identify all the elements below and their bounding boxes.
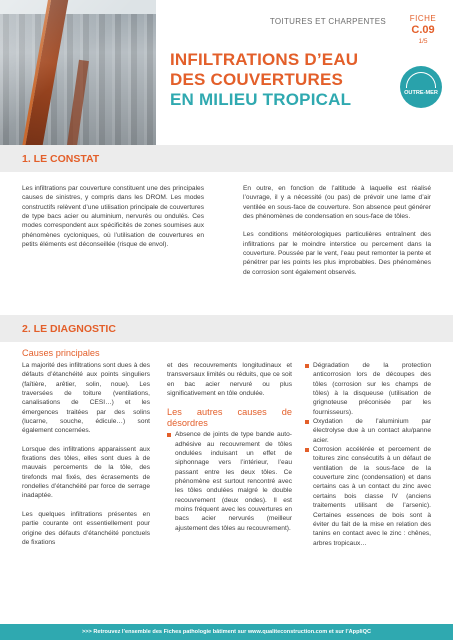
section-title-constat: 1. LE CONSTAT: [22, 153, 100, 165]
badge-text: OUTRE-MER: [404, 90, 438, 96]
title-line-2: DES COUVERTURES: [170, 70, 344, 89]
diagnostic-paragraph: et des recouvrements longitudinaux et transversaux limités ou réduits, que ce soit en bac acier nervuré ou plus significativement en tôle ondulée.: [167, 362, 292, 398]
constat-column-1: [22, 184, 204, 258]
diagnostic-column-2: [167, 361, 292, 533]
section-header-diagnostic: [0, 315, 453, 342]
header-photo-roof: [0, 0, 156, 150]
bullet-list: [167, 430, 292, 533]
constat-paragraph: Les infiltrations par couverture constituent une des principales causes de sinistres, y compris dans les DROM. Les modes constructifs relèvent d’une utilisation principale de couvertures de type bacs acier ou aluminium, nervurés ou ondulés. Ces modes correspondent aux spécificités de zones soumises aux phénomènes cycloniques, où l’utilisation de couvertures en petits éléments est déconseillée (risque de envol).: [22, 185, 204, 249]
constat-paragraph: Les conditions météorologiques particulières entraînent des infiltrations par le moindre interstice ou percement dans la couverture. Poussée par le vent, l’eau peut remonter la pente et pénétrer par les points les plus improbables. Des phénomènes de corrosion sont également observés.: [243, 231, 431, 276]
diagnostic-paragraph: La majorité des infiltrations sont dues à des défauts d’étanchéité aux points singuliers (faîtière, arêtier, solin, noue). Les traversées de toiture (ventilations, canalisations de CESI…) et les émergences traitées par des solins (lucarne, souche, édicule…) sont également concernées.: [22, 362, 150, 435]
footer-link-banner[interactable]: >>> Retrouvez l’ensemble des Fiches pathologie bâtiment sur www.qualiteconstruction.com et sur l’AppliQC: [0, 624, 453, 640]
fiche-number: C.09: [411, 24, 435, 36]
category-label: TOITURES ET CHARPENTES: [269, 17, 386, 26]
section-header-constat: [0, 145, 453, 172]
constat-column-2: [243, 184, 431, 286]
document-title: [170, 50, 400, 110]
diagnostic-paragraph: Les quelques infiltrations présentes en partie courante ont essentiellement pour origine des défauts d’étanchéité ponctuels de fixations: [22, 510, 150, 546]
diagnostic-paragraph: Lorsque des infiltrations apparaissent aux fixations des tôles, elles sont dues à de mauvais percements de la tôle, des tirefonds mal fixés, des écrasements de rondelles d’étanchéité par force de serrage inadaptée.: [22, 445, 150, 500]
title-line-3: EN MILIEU TROPICAL: [170, 90, 352, 109]
outre-mer-badge-icon: [400, 66, 442, 108]
photo-shine: [0, 0, 156, 150]
subtitle-causes-principales: Causes principales: [22, 348, 100, 358]
bullet-item: Absence de joints de type bande auto-adhésive au recouvrement de tôles ondulées induisant un effet de siphonnage vers l’intérieur, l’eau passant entre les deux tôles. Ce phénomène est surtout rencontré avec les tôles ondulées malgré le double recouvrement (deux ondes). Il est moins fréquent avec les couvertures en bacs acier nervurés (meilleur ajustement des tôles au recouvrement).: [167, 430, 292, 533]
diagnostic-column-1: [22, 348, 150, 556]
subtitle-autres-causes: Les autres causes de désordres: [167, 407, 292, 428]
bullet-item: Corrosion accélérée et percement de toitures zinc consécutifs à un défaut de ventilation de la sous-face de la couverture zinc (condensation) et dans certains cas à un contact du zinc avec certains bois classe IV (anciens traitements utilisant de l’arsenic). Certaines essences de bois sont à éviter du fait de la mise en relation des tanins en contact avec le zinc : chênes, arbres tropicaux…: [305, 445, 431, 548]
bullet-item: Dégradation de la protection anticorrosion lors de découpes des tôles (corrosion sur les champs de tôles) à la disqueuse (utilisation de grignoteuse préconisée par les fournisseurs).: [305, 361, 431, 417]
section-title-diagnostic: 2. LE DIAGNOSTIC: [22, 323, 116, 335]
constat-paragraph: En outre, en fonction de l’altitude à laquelle est réalisé l’ouvrage, il y a nécessité (ou pas) de prévoir une lame d’air ventilée en sous-face de couverture. Son absence peut générer des phénomènes de condensation en sous-face de tôles.: [243, 185, 431, 221]
badge-ring: [406, 72, 436, 88]
page-number: 1/5: [418, 38, 428, 45]
bullet-list: [305, 361, 431, 548]
title-line-1: INFILTRATIONS D’EAU: [170, 50, 359, 69]
diagnostic-column-3: [305, 361, 431, 548]
fiche-box: [402, 14, 444, 45]
bullet-item: Oxydation de l’aluminium par électrolyse due à un contact alu/panne acier.: [305, 417, 431, 445]
fiche-label: FICHE: [409, 14, 437, 23]
